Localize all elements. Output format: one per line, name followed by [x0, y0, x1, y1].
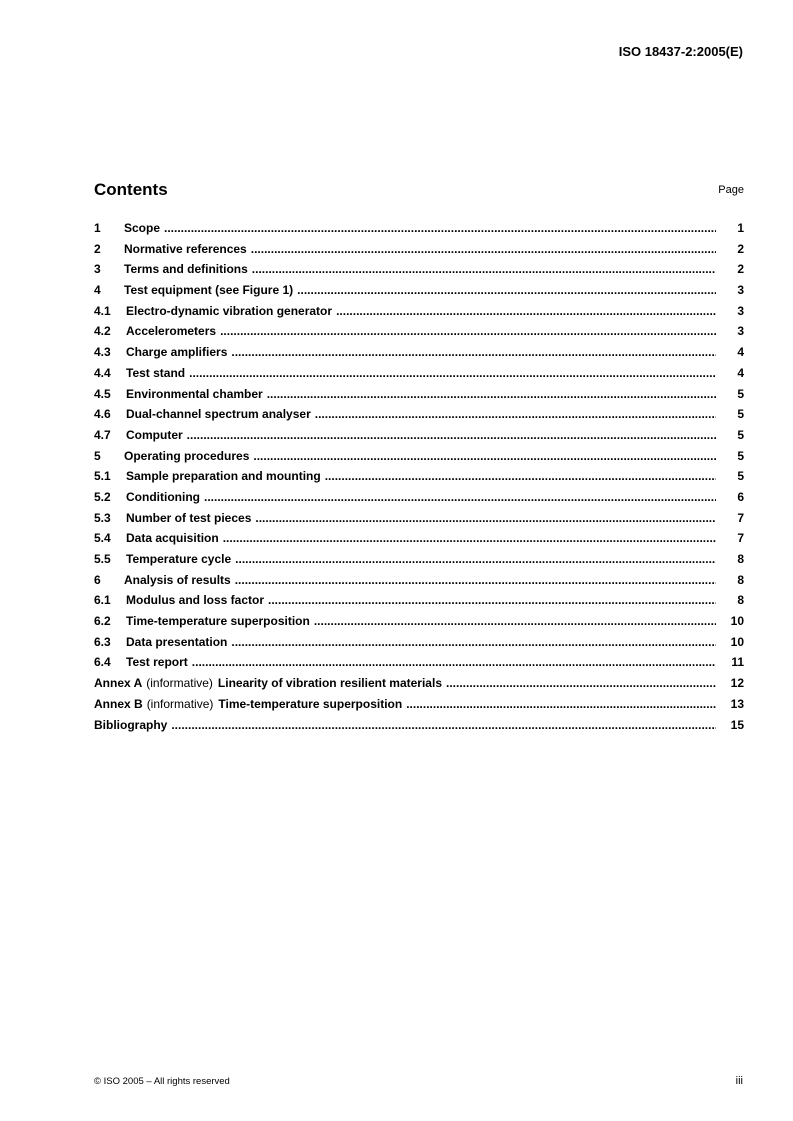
- toc-entry-number: 6: [94, 572, 101, 587]
- toc-dot-leader: [325, 469, 716, 483]
- toc-dot-leader: [252, 262, 716, 276]
- toc-entry-title: Charge amplifiers: [126, 345, 228, 360]
- toc-entry-page: 4: [737, 345, 744, 360]
- toc-entry-title: Accelerometers: [126, 324, 217, 339]
- toc-dot-leader: [251, 242, 716, 256]
- toc-entry[interactable]: [94, 366, 744, 387]
- toc-entry-page: 3: [737, 303, 744, 318]
- toc-entry-number: 5.2: [94, 489, 111, 504]
- toc-entry-page: 3: [737, 283, 744, 298]
- toc-entry-number: 1: [94, 221, 101, 235]
- toc-entry-number: 4.5: [94, 386, 111, 401]
- toc-entry[interactable]: [94, 345, 744, 366]
- toc-entry-title: Normative references: [124, 241, 247, 256]
- toc-entry[interactable]: [94, 242, 744, 263]
- toc-dot-leader: [406, 697, 716, 711]
- toc-entry-page: 10: [730, 614, 744, 629]
- page-number: iii: [735, 1075, 743, 1087]
- toc-entry-number: 6.3: [94, 634, 111, 649]
- toc-entry-page: 12: [730, 676, 744, 691]
- toc-entry-title: Conditioning: [126, 489, 200, 504]
- toc-entry[interactable]: [94, 511, 744, 532]
- toc-entry-title: Number of test pieces: [126, 510, 252, 525]
- toc-entry[interactable]: [94, 304, 744, 325]
- toc-entry-number: 6.1: [94, 593, 111, 608]
- toc-entry-number: 4.1: [94, 303, 111, 318]
- toc-entry-page: 5: [737, 427, 744, 442]
- toc-entry-number: 5.4: [94, 531, 111, 546]
- toc-entry-number: 3: [94, 262, 101, 277]
- toc-entry-title: Test equipment (see Figure 1): [124, 283, 294, 298]
- toc-entry[interactable]: [94, 573, 744, 594]
- toc-dot-leader: [235, 573, 716, 587]
- toc-entry-title: Analysis of results: [124, 572, 231, 587]
- toc-entry-page: 2: [737, 241, 744, 256]
- toc-entry-title: Operating procedures: [124, 448, 250, 463]
- toc-entry-page: 6: [737, 489, 744, 504]
- toc-entry-number: 2: [94, 241, 101, 256]
- toc-entry[interactable]: [94, 262, 744, 283]
- toc-entry-page: 8: [737, 552, 744, 566]
- toc-dot-leader: [223, 531, 716, 545]
- toc-entry-number: 5.3: [94, 510, 111, 525]
- toc-dot-leader: [315, 407, 716, 421]
- toc-entry-number: 4.4: [94, 365, 111, 380]
- toc-entry-annex-type: (informative): [146, 676, 213, 691]
- toc-dot-leader: [446, 676, 716, 690]
- toc-dot-leader: [314, 614, 716, 628]
- toc-entry-title: Test stand: [126, 365, 186, 380]
- toc-entry-page: 5: [737, 386, 744, 401]
- toc-entry-number: Annex A: [94, 676, 143, 691]
- toc-entry[interactable]: [94, 490, 744, 511]
- toc-entry-title: Electro-dynamic vibration generator: [126, 303, 333, 318]
- toc-entry[interactable]: [94, 655, 744, 676]
- toc-dot-leader: [231, 635, 716, 649]
- document-id: ISO 18437-2:2005(E): [618, 44, 743, 59]
- toc-dot-leader: [235, 552, 716, 566]
- toc-entry[interactable]: [94, 407, 744, 428]
- toc-entry-annex-type: (informative): [146, 696, 214, 711]
- toc-entry-title: Time-temperature superposition: [126, 614, 310, 629]
- toc-entry-page: 4: [737, 365, 744, 380]
- toc-dot-leader: [204, 490, 716, 504]
- toc-entry[interactable]: [94, 614, 744, 635]
- page-column-label: Page: [718, 184, 744, 196]
- toc-entry-page: 5: [737, 469, 744, 484]
- toc-entry-page: 7: [737, 531, 744, 546]
- toc-dot-leader: [231, 345, 716, 359]
- toc-entry[interactable]: [94, 469, 744, 490]
- toc-entry-number: 5: [94, 448, 101, 463]
- toc-entry-page: 5: [737, 407, 744, 422]
- toc-entry-number: 5.1: [94, 469, 111, 484]
- toc-entry-number: 4.7: [94, 427, 111, 442]
- toc-entry-title: Environmental chamber: [126, 386, 263, 401]
- toc-entry[interactable]: [94, 552, 744, 573]
- toc-entry-page: 8: [737, 572, 744, 587]
- toc-entry-title: Bibliography: [94, 717, 168, 732]
- toc-entry-title: Computer: [126, 427, 183, 442]
- toc-entry-page: 7: [737, 510, 744, 525]
- toc-entry[interactable]: [94, 324, 744, 345]
- toc-entry[interactable]: [94, 283, 744, 304]
- toc-dot-leader: [189, 366, 716, 380]
- toc-entry-page: 5: [737, 448, 744, 463]
- toc-entry[interactable]: [94, 697, 744, 718]
- table-of-contents: [94, 221, 744, 738]
- toc-entry-title: Data acquisition: [126, 531, 219, 546]
- toc-entry[interactable]: [94, 635, 744, 656]
- toc-dot-leader: [220, 324, 716, 338]
- toc-entry-number: 6.2: [94, 614, 111, 629]
- toc-entry-number: 4.2: [94, 324, 111, 339]
- toc-dot-leader: [297, 283, 716, 297]
- toc-entry-title: Data presentation: [126, 634, 228, 649]
- toc-entry-number: 5.5: [94, 552, 111, 566]
- toc-entry-page: 2: [737, 262, 744, 277]
- toc-entry[interactable]: [94, 449, 744, 470]
- toc-dot-leader: [268, 593, 716, 607]
- contents-title: Contents: [94, 180, 168, 199]
- toc-dot-leader: [187, 428, 716, 442]
- toc-entry-number: 6.4: [94, 655, 111, 670]
- toc-entry-title: Dual-channel spectrum analyser: [126, 407, 311, 422]
- toc-entry[interactable]: [94, 387, 744, 408]
- toc-entry-page: 15: [730, 717, 744, 732]
- toc-entry-number: 4.6: [94, 407, 111, 422]
- toc-entry-title: Time-temperature superposition: [218, 696, 403, 711]
- toc-entry-title: Terms and definitions: [124, 262, 248, 277]
- toc-entry[interactable]: [94, 531, 744, 552]
- toc-entry-title: Linearity of vibration resilient materials: [217, 676, 442, 691]
- toc-entry-number: 4.3: [94, 345, 111, 360]
- toc-entry-title: Modulus and loss factor: [126, 593, 265, 608]
- toc-dot-leader: [253, 449, 716, 463]
- toc-entry-title: Sample preparation and mounting: [126, 469, 321, 484]
- toc-dot-leader: [171, 718, 716, 732]
- toc-entry-title: Scope: [124, 221, 161, 235]
- toc-entry-page: 10: [730, 634, 744, 649]
- contents-heading: [94, 180, 744, 200]
- toc-entry-title: Temperature cycle: [126, 552, 232, 566]
- toc-entry-page: 1: [737, 221, 744, 235]
- toc-entry[interactable]: [94, 593, 744, 614]
- toc-entry[interactable]: [94, 221, 744, 242]
- toc-entry-page: 3: [737, 324, 744, 339]
- toc-dot-leader: [192, 655, 716, 669]
- toc-entry-number: 4: [94, 283, 101, 298]
- toc-entry[interactable]: [94, 718, 744, 739]
- toc-entry-title: Test report: [126, 655, 188, 670]
- toc-entry-page: 8: [737, 593, 744, 608]
- copyright-notice: © ISO 2005 – All rights reserved: [94, 1076, 230, 1087]
- toc-entry-page: 11: [731, 655, 744, 670]
- toc-entry[interactable]: [94, 676, 744, 697]
- toc-dot-leader: [336, 304, 716, 318]
- toc-dot-leader: [164, 221, 716, 235]
- toc-dot-leader: [267, 387, 716, 401]
- toc-entry-page: 13: [730, 696, 744, 711]
- toc-entry[interactable]: [94, 428, 744, 449]
- toc-dot-leader: [255, 511, 716, 525]
- toc-entry-number: Annex B: [94, 696, 143, 711]
